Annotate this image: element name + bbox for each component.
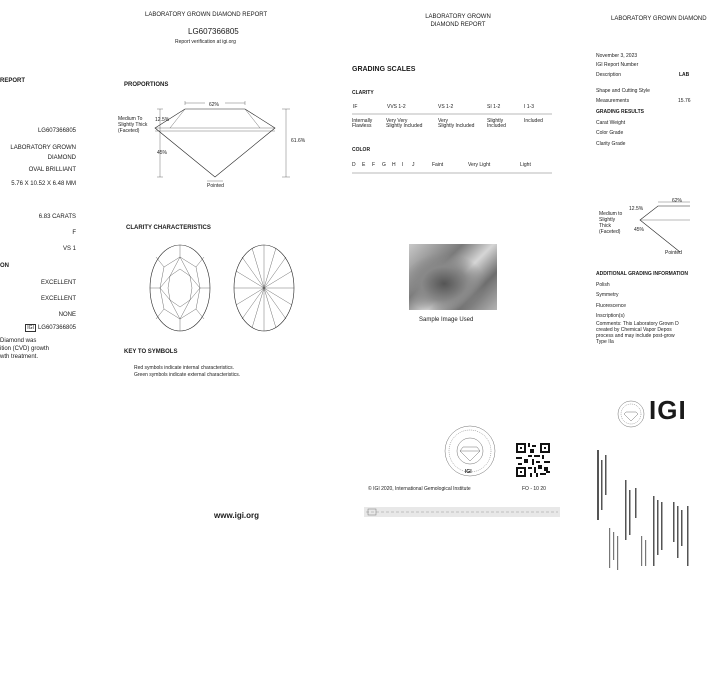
- comment-line-2: ition (CVD) growth: [0, 346, 50, 352]
- clarity-grade-if: IF: [353, 104, 358, 110]
- panel-title: LABORATORY GROWN DIAMOND REPORT: [425, 14, 491, 28]
- igi-logo-text: IGI: [649, 395, 687, 425]
- result-color-label: Color Grade: [596, 130, 624, 136]
- report-number: LG607366805: [188, 27, 239, 36]
- row-measurements-label: Measurements: [596, 98, 630, 104]
- color-grades-row: D E F G H I J Faint Very Light Light: [352, 162, 531, 168]
- clarity-scale-line: [352, 113, 552, 117]
- key-line-1: Red symbols indicate internal characteristics.: [134, 365, 235, 371]
- clarity-grade-si: SI 1-2: [487, 104, 501, 110]
- comments-block: Comments: This Laboratory Grown D created by Chemical Vapor Depos process and may include post-grow Type IIa: [596, 321, 679, 345]
- culet-label: Pointed: [207, 183, 224, 189]
- row-shape-label: Shape and Cutting Style: [596, 88, 650, 94]
- result-clarity-label: Clarity Grade: [596, 141, 626, 147]
- clarity-scale-label: CLARITY: [352, 90, 374, 96]
- clarity-grade-vvs: VVS 1-2: [387, 104, 406, 110]
- clarity-desc-si: Slightly Included: [487, 118, 506, 129]
- description-line-1: LABORATORY GROWN: [10, 145, 76, 151]
- carat-value: 6.83 CARATS: [38, 214, 76, 220]
- clarity-value: VS 1: [62, 246, 76, 252]
- crown-angle: 12.5%: [155, 117, 170, 123]
- clarity-desc-i: Included: [524, 118, 543, 124]
- copyright-text: © IGI 2020, International Gemological Institute: [368, 486, 471, 492]
- color-scale-line: [352, 172, 552, 176]
- clarity-desc-vs: Very Slightly Included: [438, 118, 475, 129]
- comment-line-1: Diamond was: [0, 338, 37, 344]
- table-percentage: 62%: [209, 102, 220, 108]
- clarity-grade-i: I 1-3: [524, 104, 535, 110]
- grading-results-heading: GRADING RESULTS: [596, 109, 644, 115]
- report-number: LG607366805: [37, 128, 76, 134]
- small-proportions-diagram: [630, 196, 690, 256]
- result-carat-label: Carat Weight: [596, 120, 626, 126]
- add-fluorescence-label: Fluorescence: [596, 303, 627, 309]
- add-polish-label: Polish: [596, 282, 610, 288]
- grading-scales-heading: GRADING SCALES: [352, 66, 416, 73]
- depth-percentage: 61.6%: [291, 138, 306, 144]
- add-inscription-label: Inscription(s): [596, 313, 625, 319]
- color-value: F: [72, 230, 76, 236]
- crown-plot-diagram: [148, 243, 212, 333]
- measurements-value: 5.76 X 10.52 X 6.48 MM: [11, 181, 76, 187]
- proportions-diagram: [110, 95, 310, 190]
- fluorescence-value: NONE: [58, 312, 76, 318]
- row-report-number-label: IGI Report Number: [596, 62, 639, 68]
- color-scale-label: COLOR: [352, 147, 371, 153]
- igi-globe-icon: [617, 400, 645, 428]
- pavilion-angle: 45%: [157, 150, 168, 156]
- verification-text: Report verification at igi.org: [175, 39, 236, 45]
- symmetry-value: EXCELLENT: [40, 296, 76, 302]
- additional-heading: ADDITIONAL GRADING INFORMATION: [596, 271, 689, 277]
- security-strip: [364, 507, 560, 517]
- website-link[interactable]: www.igi.org: [214, 511, 260, 520]
- seal-text: IGI: [465, 469, 472, 475]
- inscription-value: IGI LG607366805: [27, 325, 76, 331]
- small-table-pct: 62%: [672, 198, 683, 204]
- row-description-value: LAB: [679, 72, 690, 78]
- clarity-desc-vvs: Very Very Slightly Included: [386, 118, 423, 129]
- qr-code-icon[interactable]: [516, 443, 550, 477]
- rotated-card-text: [595, 440, 690, 580]
- clarity-grade-vs: VS 1-2: [438, 104, 454, 110]
- proportions-heading: PROPORTIONS: [124, 82, 169, 88]
- small-girdle-label: Medium to Slightly Thick (Faceted): [599, 211, 623, 235]
- report-title: LABORATORY GROWN DIAMOND REPORT: [145, 12, 268, 18]
- key-to-symbols-heading: KEY TO SYMBOLS: [124, 349, 178, 355]
- form-code: FO - 10 20: [522, 486, 546, 492]
- sample-image-caption: Sample Image Used: [419, 317, 474, 323]
- description-line-2: DIAMOND: [47, 155, 76, 161]
- report-date: November 3, 2023: [596, 53, 638, 59]
- clarity-desc-if: Internally Flawless: [352, 118, 373, 129]
- small-culet: Pointed: [665, 250, 682, 256]
- clarity-characteristics-heading: CLARITY CHARACTERISTICS: [126, 225, 211, 231]
- comment-line-3: wth treatment.: [0, 354, 39, 360]
- row-measurements-value: 15.76: [678, 98, 691, 104]
- section-fragment: ON: [0, 263, 9, 269]
- key-line-2: Green symbols indicate external characteristics.: [134, 372, 241, 378]
- small-pavilion-angle: 45%: [634, 227, 645, 233]
- sample-diamond-photo: [409, 244, 497, 310]
- shape-value: OVAL BRILLIANT: [28, 167, 76, 173]
- report-heading: REPORT: [0, 78, 26, 84]
- girdle-label: Medium To Slightly Thick (Faceted): [118, 116, 148, 134]
- polish-value: EXCELLENT: [40, 280, 76, 286]
- panel-title: LABORATORY GROWN DIAMOND: [611, 16, 707, 22]
- igi-mini-logo: IGI: [27, 325, 34, 331]
- row-description-label: Description: [596, 72, 622, 78]
- pavilion-plot-diagram: [232, 243, 296, 333]
- small-crown-angle: 12.5%: [629, 206, 644, 212]
- add-symmetry-label: Symmetry: [596, 292, 619, 298]
